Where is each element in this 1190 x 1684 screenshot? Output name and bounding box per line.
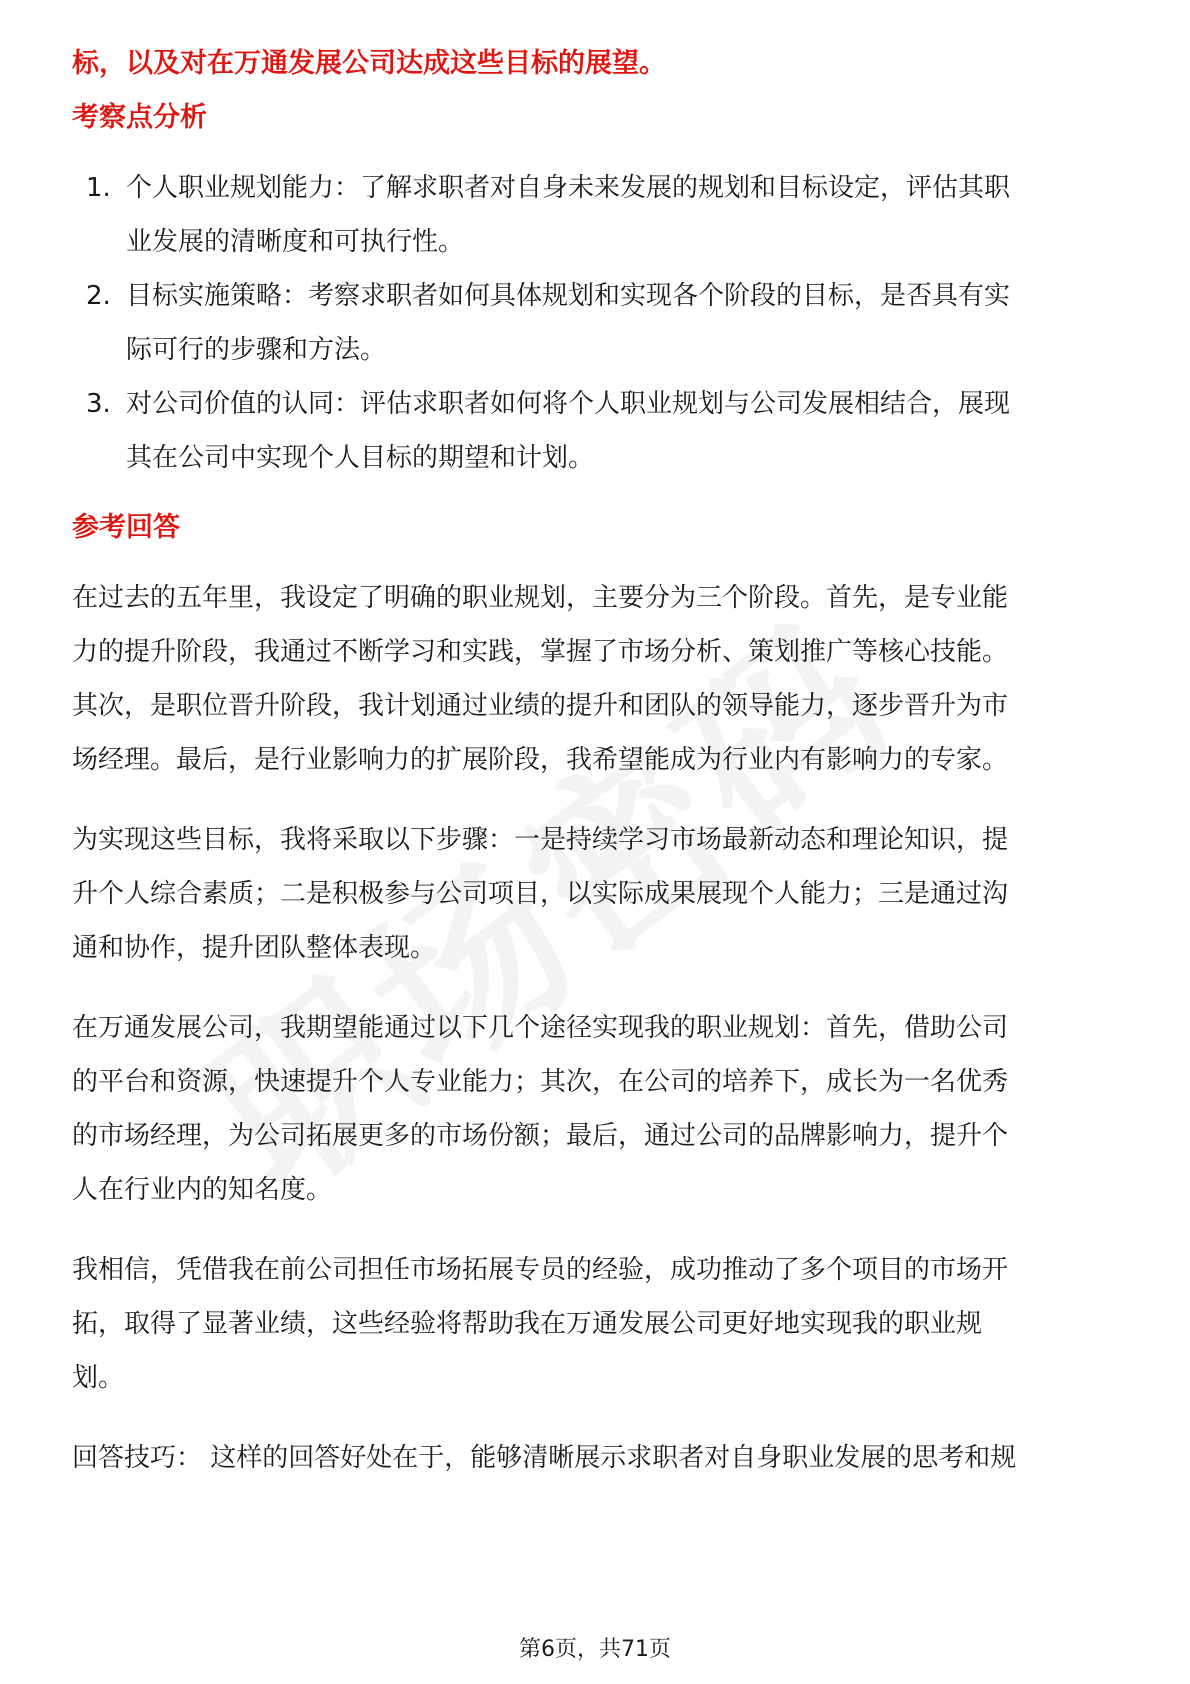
answer-heading: 参考回答	[72, 512, 180, 543]
continued-question-line: 标，以及对在万通发展公司达成这些目标的展望。	[72, 48, 666, 79]
paragraph-line: 通和协作，提升团队整体表现。	[72, 933, 437, 963]
analysis-heading: 考察点分析	[72, 102, 207, 133]
list-item-line: 际可行的步骤和方法。	[126, 335, 387, 365]
page-number-footer: 第6页，共71页	[519, 1637, 671, 1662]
paragraph-line: 划。	[72, 1363, 125, 1393]
paragraph-line: 的平台和资源，快速提升个人专业能力；其次，在公司的培养下，成长为一名优秀	[72, 1067, 1009, 1097]
list-item-number: 3.	[86, 389, 111, 419]
paragraph-line: 的市场经理，为公司拓展更多的市场份额；最后，通过公司的品牌影响力，提升个	[72, 1121, 1009, 1151]
list-item-number: 1.	[86, 173, 111, 203]
paragraph-line: 升个人综合素质；二是积极参与公司项目，以实际成果展现个人能力；三是通过沟	[72, 879, 1009, 909]
paragraph-line: 力的提升阶段，我通过不断学习和实践，掌握了市场分析、策划推广等核心技能。	[72, 637, 1009, 667]
paragraph-line: 拓，取得了显著业绩，这些经验将帮助我在万通发展公司更好地实现我的职业规	[72, 1309, 983, 1339]
paragraph-line: 回答技巧： 这样的回答好处在于，能够清晰展示求职者对自身职业发展的思考和规	[72, 1443, 1017, 1473]
paragraph-line: 其次，是职位晋升阶段，我计划通过业绩的提升和团队的领导能力，逐步晋升为市	[72, 691, 1009, 721]
paragraph-line: 场经理。最后，是行业影响力的扩展阶段，我希望能成为行业内有影响力的专家。	[72, 745, 1009, 775]
paragraph-line: 我相信，凭借我在前公司担任市场拓展专员的经验，成功推动了多个项目的市场开	[72, 1255, 1009, 1285]
paragraph-line: 在万通发展公司，我期望能通过以下几个途径实现我的职业规划：首先，借助公司	[72, 1013, 1009, 1043]
list-item-line: 其在公司中实现个人目标的期望和计划。	[126, 443, 595, 473]
list-item-line: 对公司价值的认同：评估求职者如何将个人职业规划与公司发展相结合，展现	[126, 389, 1011, 419]
list-item-number: 2.	[86, 281, 111, 311]
list-item-line: 目标实施策略：考察求职者如何具体规划和实现各个阶段的目标，是否具有实	[126, 281, 1011, 311]
paragraph-line: 为实现这些目标，我将采取以下步骤：一是持续学习市场最新动态和理论知识，提	[72, 825, 1009, 855]
paragraph-line: 在过去的五年里，我设定了明确的职业规划，主要分为三个阶段。首先，是专业能	[72, 583, 1009, 613]
paragraph-line: 人在行业内的知名度。	[72, 1175, 333, 1205]
list-item-line: 业发展的清晰度和可执行性。	[126, 227, 465, 257]
list-item-line: 个人职业规划能力：了解求职者对自身未来发展的规划和目标设定，评估其职	[126, 173, 1011, 203]
